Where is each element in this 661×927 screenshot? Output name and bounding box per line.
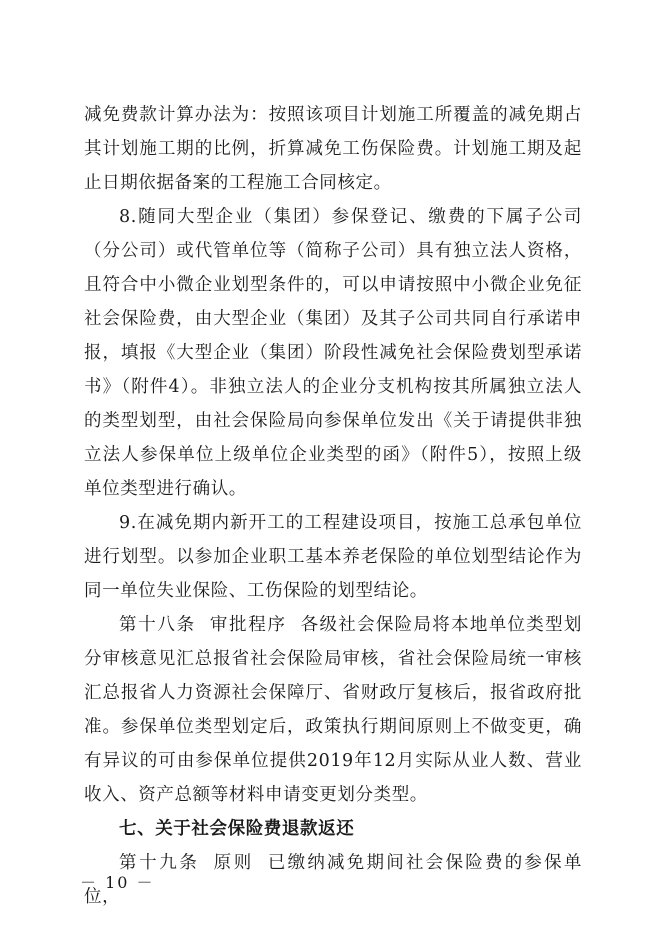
page-number: － 10 －: [80, 873, 155, 892]
paragraph-continuation: 减免费款计算办法为：按照该项目计划施工所覆盖的减免期占其计划施工期的比例，折算减免工伤保险费。计划施工期及起止日期依据备案的工程施工合同核定。: [84, 105, 582, 193]
article-18-label: 第十八条: [119, 615, 196, 635]
article-19-label: 第十九条: [119, 853, 200, 873]
section-7-heading: 七、关于社会保险费退款返还: [119, 819, 355, 839]
article-19-title: 原则: [213, 853, 254, 873]
article-18-body: 各级社会保险局将本地单位类型划分审核意见汇总报省社会保险局审核，省社会保险局统一审核汇总报省人力资源社会保障厅、省财政厅复核后，报省政府批准。参保单位类型划定后，政策执行期间原则上不做变更，确有异议的可由参保单位提供2019年12月实际从业人数、营业收入、资产总额等材料申请变更划分类型。: [84, 615, 583, 805]
article-18: [84, 608, 582, 812]
article-19-body: 已缴纳减免期间社会保险费的参保单位，: [84, 853, 583, 907]
paragraph-item-8: 8.随同大型企业（集团）参保登记、缴费的下属子公司（分公司）或代管单位等（简称子公司）具有独立法人资格，且符合中小微企业划型条件的，可以申请按照中小微企业免征社会保险费，由大型企业（集团）及其子公司共同自行承诺申报，填报《大型企业（集团）阶段性减免社会保险费划型承诺书》（附件4）。非独立法人的企业分支机构按其所属独立法人的类型划型，由社会保险局向参保单位发出《关于请提供非独立法人参保单位上级单位企业类型的函》（附件5），按照上级单位类型进行确认。: [84, 207, 582, 499]
document-body: [84, 98, 582, 914]
article-19: [84, 846, 582, 914]
paragraph-item-9: 9.在减免期内新开工的工程建设项目，按施工总承包单位进行划型。以参加企业职工基本养老保险的单位划型结论作为同一单位失业保险、工伤保险的划型结论。: [84, 513, 582, 601]
article-18-title: 审批程序: [209, 615, 287, 635]
